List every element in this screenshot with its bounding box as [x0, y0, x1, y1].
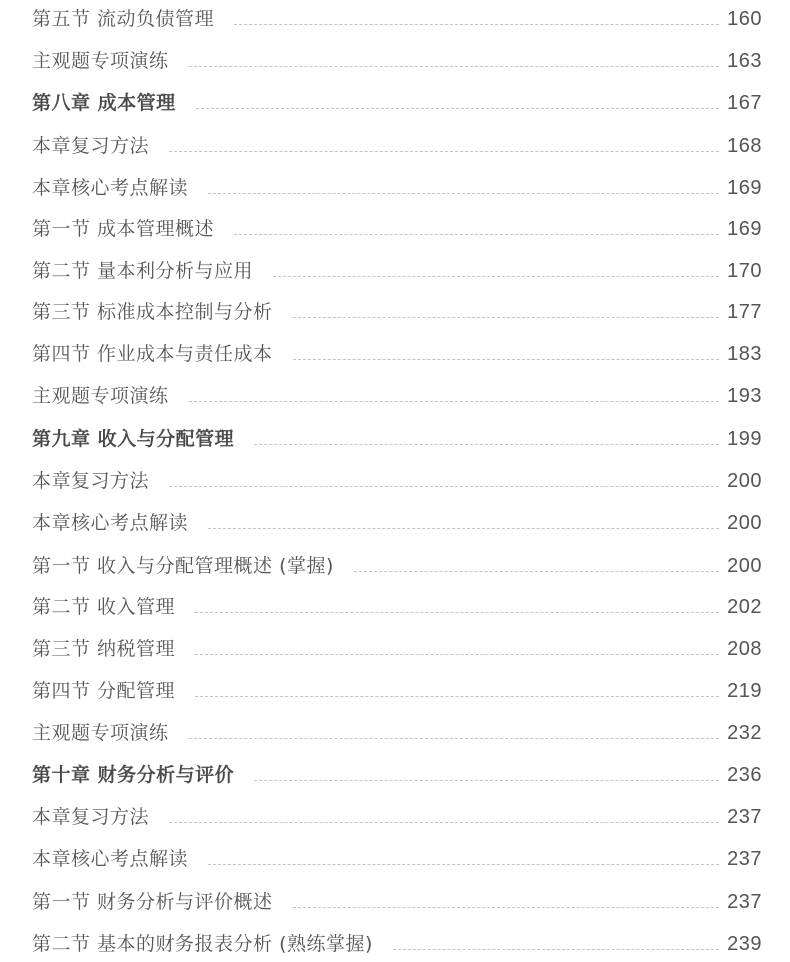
toc-entry-title: 本章核心考点解读 [32, 512, 189, 534]
toc-entry[interactable] [32, 173, 762, 203]
toc-entry[interactable] [32, 929, 762, 959]
toc-entry-page-number: 183 [727, 343, 762, 365]
toc-chapter-title: 第八章 成本管理 [32, 92, 176, 114]
toc-entry[interactable] [32, 46, 762, 76]
dotted-leader [208, 193, 719, 194]
toc-entry[interactable] [32, 4, 762, 34]
toc-entry-title: 第五节 流动负债管理 [32, 8, 215, 30]
toc-entry-title: 第四节 分配管理 [32, 680, 176, 702]
toc-entry-page-number: 219 [727, 680, 762, 702]
toc-entry-title: 本章复习方法 [32, 806, 150, 828]
dotted-leader [293, 359, 720, 360]
toc-entry-title: 第三节 标准成本控制与分析 [32, 301, 273, 323]
toc-entry-page-number: 237 [727, 848, 762, 870]
toc-chapter-title: 第十章 财务分析与评价 [32, 764, 235, 786]
toc-entry-title: 主观题专项演练 [32, 385, 169, 407]
dotted-leader [254, 444, 719, 445]
dotted-leader [196, 108, 720, 109]
toc-entry[interactable] [32, 802, 762, 832]
toc-entry-page-number: 177 [727, 301, 762, 323]
dotted-leader [354, 571, 719, 572]
toc-entry-title: 主观题专项演练 [32, 50, 169, 72]
toc-entry-page-number: 169 [727, 177, 762, 199]
toc-entry[interactable] [32, 551, 762, 581]
dotted-leader [169, 151, 719, 152]
toc-entry-title: 第一节 成本管理概述 [32, 218, 215, 240]
toc-entry-page-number: 199 [727, 428, 762, 450]
toc-entry-title: 本章核心考点解读 [32, 177, 189, 199]
toc-entry[interactable] [32, 256, 762, 286]
toc-entry-page-number: 202 [727, 596, 762, 618]
toc-entry-page-number: 237 [727, 891, 762, 913]
toc-entry-page-number: 163 [727, 50, 762, 72]
toc-entry[interactable] [32, 131, 762, 161]
toc-entry[interactable] [32, 339, 762, 369]
toc-entry-title: 第二节 收入管理 [32, 596, 176, 618]
toc-entry-page-number: 160 [727, 8, 762, 30]
dotted-leader [208, 864, 719, 865]
toc-entry[interactable] [32, 844, 762, 874]
toc-entry-title: 主观题专项演练 [32, 722, 169, 744]
dotted-leader [273, 276, 719, 277]
toc-entry-page-number: 168 [727, 135, 762, 157]
toc-entry-title: 第一节 收入与分配管理概述 (掌握) [32, 555, 334, 577]
toc-entry-page-number: 193 [727, 385, 762, 407]
toc-chapter-entry[interactable] [32, 88, 762, 118]
toc-chapter-entry[interactable] [32, 760, 762, 790]
toc-entry[interactable] [32, 887, 762, 917]
toc-entry[interactable] [32, 214, 762, 244]
toc-entry[interactable] [32, 297, 762, 327]
toc-entry-title: 第二节 量本利分析与应用 [32, 260, 254, 282]
toc-entry[interactable] [32, 381, 762, 411]
dotted-leader [195, 612, 719, 613]
toc-entry-title: 本章复习方法 [32, 135, 150, 157]
toc-entry-page-number: 170 [727, 260, 762, 282]
toc-entry-page-number: 167 [727, 92, 762, 114]
dotted-leader [393, 949, 719, 950]
toc-entry-page-number: 236 [727, 764, 762, 786]
toc-entry[interactable] [32, 592, 762, 622]
dotted-leader [195, 654, 719, 655]
toc-chapter-title: 第九章 收入与分配管理 [32, 428, 235, 450]
dotted-leader [208, 528, 719, 529]
toc-entry[interactable] [32, 466, 762, 496]
toc-chapter-entry[interactable] [32, 424, 762, 454]
dotted-leader [189, 401, 720, 402]
dotted-leader [195, 696, 719, 697]
dotted-leader [169, 822, 719, 823]
dotted-leader [234, 24, 719, 25]
dotted-leader [189, 66, 720, 67]
toc-entry-title: 第三节 纳税管理 [32, 638, 176, 660]
toc-entry-page-number: 169 [727, 218, 762, 240]
toc-entry-title: 本章复习方法 [32, 470, 150, 492]
toc-entry-page-number: 200 [727, 512, 762, 534]
dotted-leader [293, 907, 720, 908]
toc-entry-page-number: 200 [727, 470, 762, 492]
toc-entry[interactable] [32, 508, 762, 538]
toc-entry-page-number: 208 [727, 638, 762, 660]
dotted-leader [234, 234, 719, 235]
toc-entry-page-number: 239 [727, 933, 762, 955]
dotted-leader [169, 486, 719, 487]
toc-entry-page-number: 232 [727, 722, 762, 744]
toc-entry-title: 第二节 基本的财务报表分析 (熟练掌握) [32, 933, 373, 955]
dotted-leader [293, 317, 720, 318]
dotted-leader [254, 780, 719, 781]
toc-entry-page-number: 200 [727, 555, 762, 577]
toc-entry[interactable] [32, 634, 762, 664]
dotted-leader [189, 738, 720, 739]
toc-entry-title: 本章核心考点解读 [32, 848, 189, 870]
toc-entry[interactable] [32, 676, 762, 706]
toc-entry-title: 第四节 作业成本与责任成本 [32, 343, 273, 365]
toc-entry-title: 第一节 财务分析与评价概述 [32, 891, 273, 913]
toc-entry-page-number: 237 [727, 806, 762, 828]
toc-entry[interactable] [32, 718, 762, 748]
